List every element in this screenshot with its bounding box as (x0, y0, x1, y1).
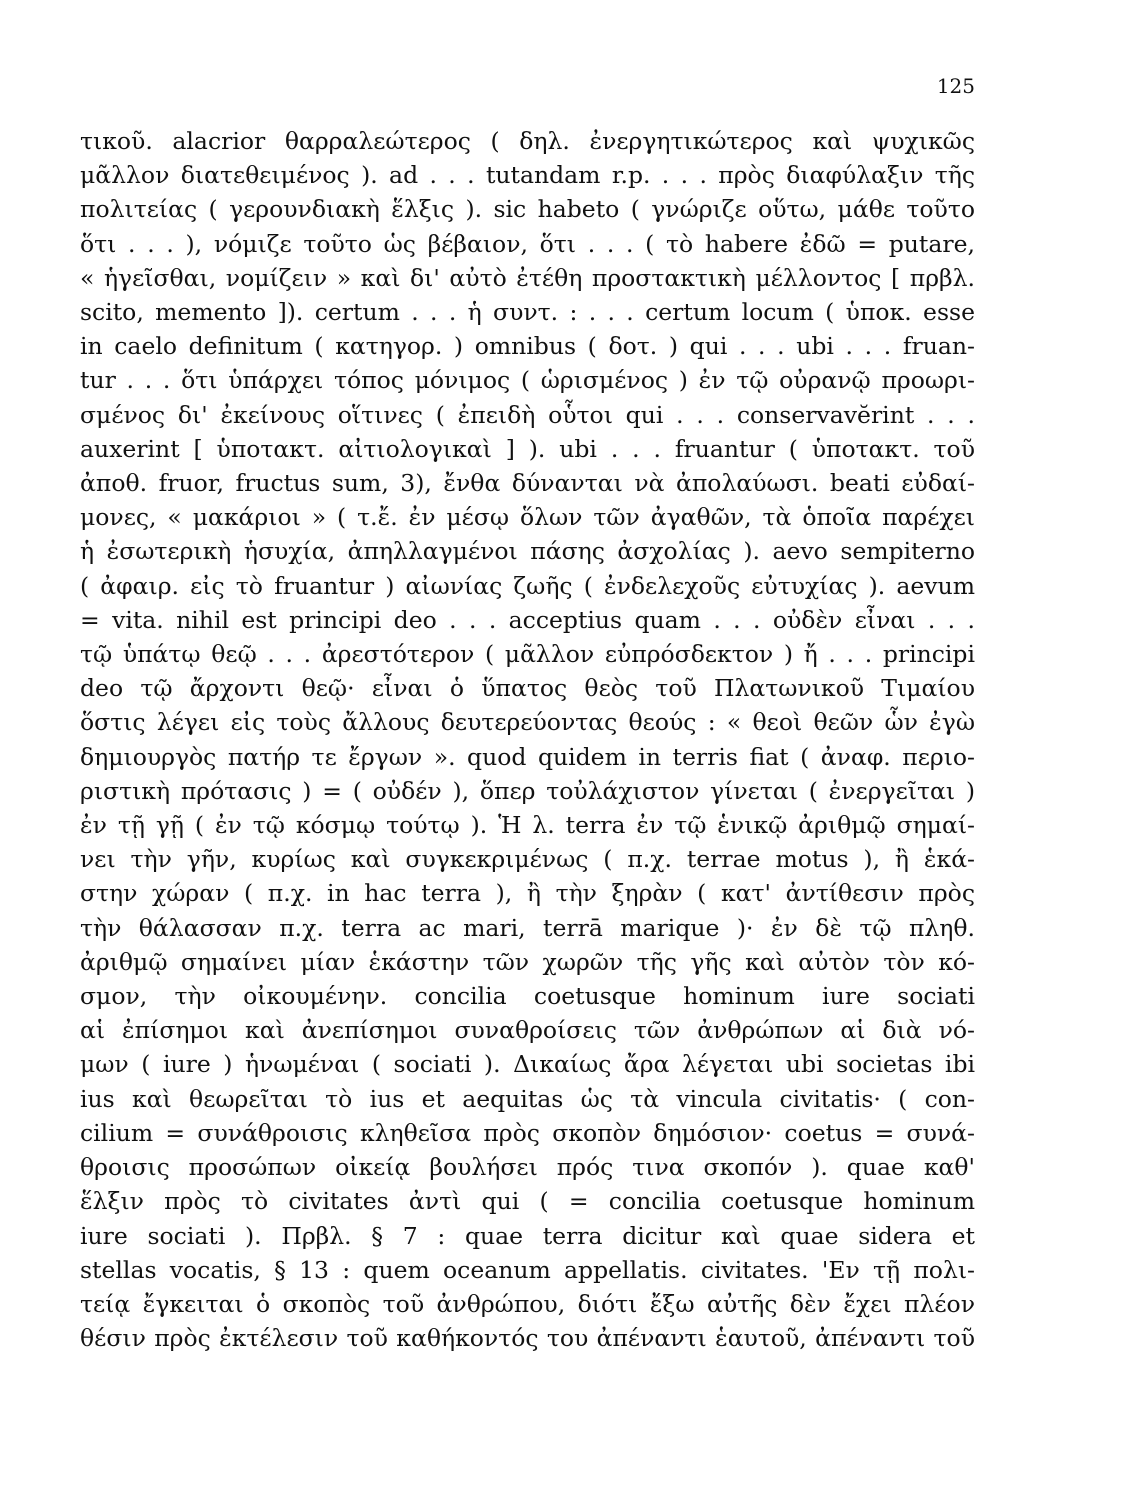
text-line: auxerint [ ὑποτακτ. αἰτιολογικαὶ ] ). ubi . . . fruantur ( ὑποτακτ. τοῦ (80, 434, 975, 463)
text-line: αἱ ἐπίσημοι καὶ ἀνεπίσημοι συναθροίσεις τῶν ἀνθρώπων αἱ διὰ νό- (80, 1016, 975, 1045)
text-line: θροισις προσώπων οἰκείᾳ βουλήσει πρός τινα σκοπόν ). quae καθ' (80, 1153, 975, 1182)
text-line: πολιτείας ( γερουνδιακὴ ἕλξις ). sic habeto ( γνώριζε οὕτω, μάθε τοῦτο (80, 195, 975, 224)
text-line: τὴν θάλασσαν π.χ. terra ac mari, terrā marique )· ἐν δὲ τῷ πληθ. (80, 913, 975, 942)
text-line: in caelo definitum ( κατηγορ. ) omnibus ( δοτ. ) qui . . . ubi . . . fruan- (80, 332, 975, 361)
text-line: σμένος δι' ἐκείνους οἵτινες ( ἐπειδὴ οὗτοι qui . . . conservavĕrint . . . (80, 400, 975, 429)
text-line: cilium = συνάθροισις κληθεῖσα πρὸς σκοπὸν δημόσιον· coetus = συνά- (80, 1118, 975, 1147)
text-line: μονες, « μακάριοι » ( τ.ἔ. ἐν μέσῳ ὅλων τῶν ἀγαθῶν, τὰ ὁποῖα παρέχει (80, 503, 975, 532)
text-line: ἐν τῇ γῇ ( ἐν τῷ κόσμῳ τούτῳ ). Ἡ λ. terra ἐν τῷ ἑνικῷ ἀριθμῷ σημαί- (80, 811, 975, 840)
text-line: ὅστις λέγει εἰς τοὺς ἄλλους δευτερεύοντας θεούς : « θεοὶ θεῶν ὧν ἐγὼ (80, 708, 975, 737)
text-line: μων ( iure ) ἡνωμέναι ( sociati ). Δικαίως ἄρα λέγεται ubi societas ibi (80, 1050, 975, 1079)
page-number: 125 (936, 74, 975, 98)
text-line: σμον, τὴν οἰκουμένην. concilia coetusque hominum iure sociati (80, 982, 975, 1011)
text-line: ( ἀφαιρ. εἰς τὸ fruantur ) αἰωνίας ζωῆς ( ἐνδελεχοῦς εὐτυχίας ). aevum (80, 571, 975, 600)
text-line: τικοῦ. alacrior θαρραλεώτερος ( δηλ. ἐνεργητικώτερος καὶ ψυχικῶς (80, 127, 975, 155)
text-line: στην χώραν ( π.χ. in hac terra ), ἢ τὴν ξηρὰν ( κατ' ἀντίθεσιν πρὸς (80, 879, 975, 908)
text-line: ἀριθμῷ σημαίνει μίαν ἑκάστην τῶν χωρῶν τῆς γῆς καὶ αὐτὸν τὸν κό- (80, 947, 975, 976)
text-line: = vita. nihil est principi deo . . . acceptius quam . . . οὐδὲν εἶναι . . . (80, 605, 975, 634)
body-text (80, 124, 975, 1355)
text-line: νει τὴν γῆν, κυρίως καὶ συγκεκριμένως ( π.χ. terrae motus ), ἢ ἑκά- (80, 845, 975, 874)
text-line: μᾶλλον διατεθειμένος ). ad . . . tutandam r.p. . . . πρὸς διαφύλαξιν τῆς (80, 161, 975, 190)
text-line: tur . . . ὅτι ὑπάρχει τόπος μόνιμος ( ὡρισμένος ) ἐν τῷ οὐρανῷ προωρι- (80, 366, 975, 395)
text-line: τείᾳ ἔγκειται ὁ σκοπὸς τοῦ ἀνθρώπου, διότι ἔξω αὐτῆς δὲν ἔχει πλέον (80, 1289, 975, 1318)
text-line: δημιουργὸς πατήρ τε ἔργων ». quod quidem in terris fiat ( ἀναφ. περιο- (80, 742, 975, 771)
text-line: ριστικὴ πρότασις ) = ( οὐδέν ), ὅπερ τοὐλάχιστον γίνεται ( ἐνεργεῖται ) (80, 776, 975, 805)
text-line: deo τῷ ἄρχοντι θεῷ· εἶναι ὁ ὕπατος θεὸς τοῦ Πλατωνικοῦ Τιμαίου (80, 674, 975, 703)
text-line: ἕλξιν πρὸς τὸ civitates ἀντὶ qui ( = concilia coetusque hominum (80, 1187, 975, 1216)
text-line: stellas vocatis, § 13 : quem oceanum appellatis. civitates. 'Εν τῇ πολι- (80, 1255, 975, 1284)
text-line: ἀποθ. fruor, fructus sum, 3), ἔνθα δύνανται νὰ ἀπολαύωσι. beati εὐδαί- (80, 469, 975, 498)
text-line: ὅτι . . . ), νόμιζε τοῦτο ὡς βέβαιον, ὅτι . . . ( τὸ habere ἐδῶ = putare, (80, 229, 975, 258)
text-line: ius καὶ θεωρεῖται τὸ ius et aequitas ὡς τὰ vincula civitatis· ( con- (80, 1084, 975, 1113)
text-line: scito, memento ]). certum . . . ἡ συντ. : . . . certum locum ( ὑποκ. esse (80, 298, 975, 327)
text-line: « ἡγεῖσθαι, νομίζειν » καὶ δι' αὐτὸ ἐτέθη προστακτικὴ μέλλοντος [ πρβλ. (80, 263, 975, 292)
text-line: τῷ ὑπάτῳ θεῷ . . . ἀρεστότερον ( μᾶλλον εὐπρόσδεκτον ) ἤ . . . principi (80, 640, 975, 669)
text-line: θέσιν πρὸς ἐκτέλεσιν τοῦ καθήκοντός του ἀπέναντι ἑαυτοῦ, ἀπέναντι τοῦ (80, 1324, 975, 1353)
text-line: iure sociati ). Πρβλ. § 7 : quae terra dicitur καὶ quae sidera et (80, 1221, 975, 1250)
text-line: ἡ ἐσωτερικὴ ἡσυχία, ἀπηλλαγμένοι πάσης ἀσχολίας ). aevo sempiterno (80, 537, 975, 566)
